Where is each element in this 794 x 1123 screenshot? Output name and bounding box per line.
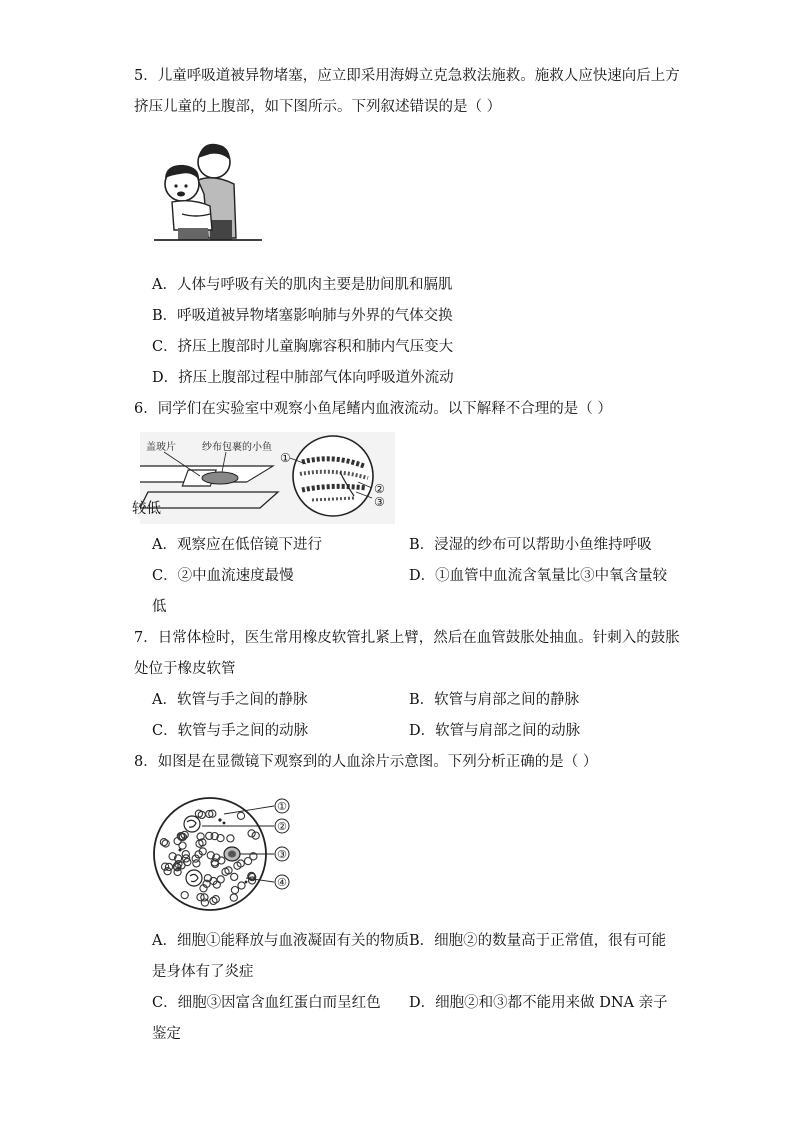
q8-label-1: ① [277, 800, 287, 813]
q5-stem-line2: 挤压儿童的上腹部，如下图所示。下列叙述错误的是（ ） [134, 99, 502, 115]
q8-option-c: C．细胞③因富含血红蛋白而呈红色 [152, 995, 381, 1011]
q6-option-a: A．观察应在低倍镜下进行 [152, 537, 322, 553]
q8-option-d: D．细胞②和③都不能用来做 DNA 亲子 [409, 995, 668, 1011]
q8-option-d-cont: 鉴定 [152, 1026, 181, 1042]
q6-label-fish: 纱布包裹的小鱼 [202, 442, 272, 453]
q8-option-b: B．细胞②的数量高于正常值，很有可能 [409, 933, 667, 949]
q5-option-b: B．呼吸道被异物堵塞影响肺与外界的气体交换 [152, 308, 453, 324]
q6-fish-slide-figure [140, 432, 395, 524]
q7-option-b: B．软管与肩部之间的静脉 [409, 692, 580, 708]
q6-stray-text: 较低 [132, 501, 161, 517]
q7-stem-line1: 7．日常体检时，医生常用橡皮软管扎紧上臂，然后在血管鼓胀处抽血。针刺入的鼓胀 [134, 630, 680, 646]
q6-option-c: C．②中血流速度最慢 [152, 568, 294, 584]
q5-option-d: D．挤压上腹部过程中肺部气体向呼吸道外流动 [152, 370, 454, 386]
q6-label-2: ② [374, 482, 385, 496]
q5-option-c: C．挤压上腹部时儿童胸廓容积和肺内气压变大 [152, 339, 454, 355]
q5-stem-line1: 5．儿童呼吸道被异物堵塞，应立即采用海姆立克急救法施救。施救人应快速向后上方 [134, 68, 680, 84]
q7-stem-line2: 处位于橡皮软管 [134, 661, 236, 677]
q8-stem: 8．如图是在显微镜下观察到的人血涂片示意图。下列分析正确的是（ ） [134, 754, 598, 770]
q8-option-b-cont: 是身体有了炎症 [152, 964, 254, 980]
q5-option-a: A．人体与呼吸有关的肌肉主要是肋间肌和膈肌 [152, 277, 453, 293]
q6-label-coverslip: 盖玻片 [146, 442, 176, 453]
q6-label-1: ① [280, 451, 291, 465]
q5-heimlich-figure [152, 134, 264, 246]
q7-option-c: C．软管与手之间的动脉 [152, 723, 309, 739]
q6-option-d-cont: 低 [152, 599, 167, 615]
q8-label-4: ④ [277, 876, 287, 889]
q7-option-d: D．软管与肩部之间的动脉 [409, 723, 581, 739]
q6-stem: 6．同学们在实验室中观察小鱼尾鳍内血液流动。以下解释不合理的是（ ） [134, 401, 612, 417]
q8-option-a: A．细胞①能释放与血液凝固有关的物质 [152, 933, 409, 949]
q8-blood-smear-figure [150, 792, 300, 916]
q8-label-3: ③ [277, 848, 287, 861]
q6-option-d: D．①血管中血流含氧量比③中氧含量较 [409, 568, 668, 584]
q6-label-3: ③ [374, 495, 385, 509]
q6-option-b: B．浸湿的纱布可以帮助小鱼维持呼吸 [409, 537, 652, 553]
q7-option-a: A．软管与手之间的静脉 [152, 692, 308, 708]
q8-label-2: ② [277, 820, 287, 833]
